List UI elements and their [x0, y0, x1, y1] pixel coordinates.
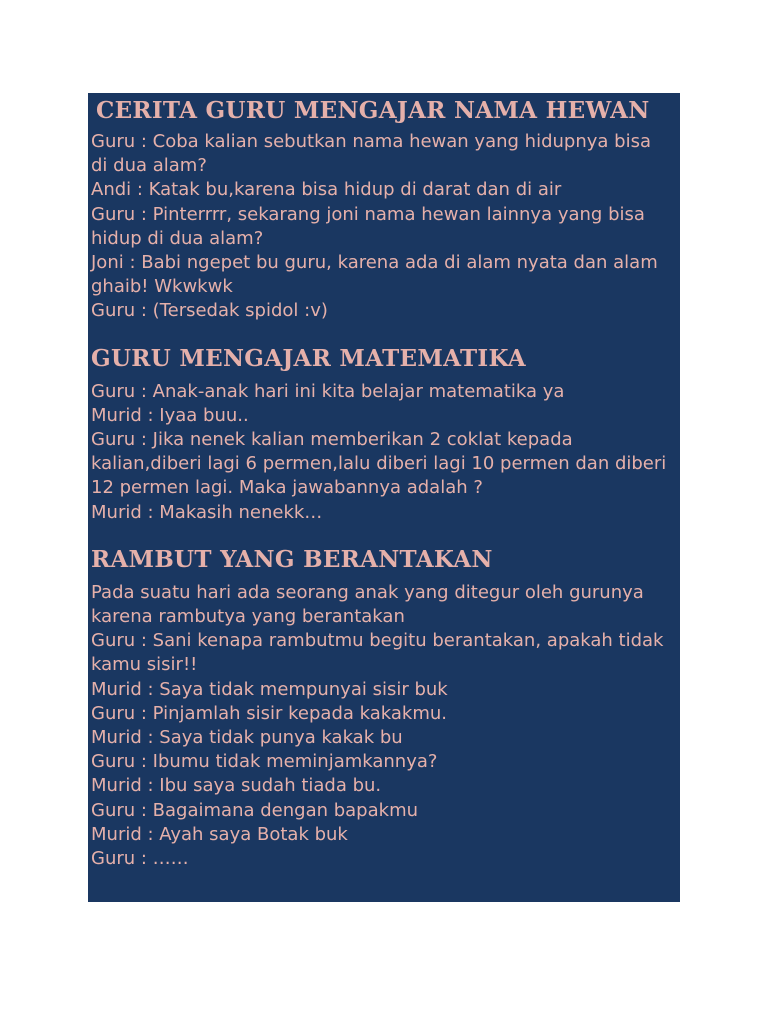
text-line: Guru : Anak-anak hari ini kita belajar matematika ya: [91, 380, 565, 402]
text-line: Guru : Sani kenapa rambutmu begitu berantakan, apakah tidak: [91, 630, 664, 652]
text-line: ghaib! Wkwkwk: [91, 276, 233, 298]
text-line: Guru : Pinjamlah sisir kepada kakakmu.: [91, 702, 448, 724]
text-line: Joni : Babi ngepet bu guru, karena ada di alam nyata dan alam: [91, 252, 658, 274]
jokes-panel: [88, 93, 680, 902]
text-line: Guru : Coba kalian sebutkan nama hewan yang hidupnya bisa: [91, 131, 651, 152]
text-line: di dua alam?: [91, 155, 207, 177]
text-line: Guru : Jika nenek kalian memberikan 2 coklat kepada: [91, 429, 573, 451]
section-title: CERITA GURU MENGAJAR NAMA HEWAN: [96, 97, 650, 124]
text-line: Murid : Makasih nenekk…: [91, 501, 323, 523]
text-line: 12 permen lagi. Maka jawabannya adalah ?: [91, 477, 483, 499]
section-title: GURU MENGAJAR MATEMATIKA: [91, 344, 526, 372]
text-line: Guru : Ibumu tidak meminjamkannya?: [91, 751, 438, 773]
text-line: kamu sisir!!: [91, 654, 198, 676]
text-line: Murid : Ibu saya sudah tiada bu.: [91, 775, 382, 797]
text-line: karena rambutya yang berantakan: [91, 606, 405, 628]
section-body: [91, 581, 676, 871]
text-line: Murid : Ayah saya Botak buk: [91, 823, 348, 845]
text-line: Pada suatu hari ada seorang anak yang ditegur oleh gurunya: [91, 581, 644, 603]
text-line: Murid : Saya tidak mempunyai sisir buk: [91, 678, 448, 700]
section-body: [91, 380, 676, 525]
text-line: hidup di dua alam?: [91, 227, 264, 249]
text-line: kalian,diberi lagi 6 permen,lalu diberi lagi 10 permen dan diberi: [91, 453, 667, 475]
text-line: Murid : Saya tidak punya kakak bu: [91, 727, 403, 749]
text-line: Guru : Bagaimana dengan bapakmu: [91, 799, 419, 821]
text-line: Andi : Katak bu,karena bisa hidup di darat dan di air: [91, 179, 562, 201]
text-line: Guru : ……: [91, 848, 189, 870]
text-line: Guru : (Tersedak spidol :v): [91, 300, 328, 322]
text-line: Murid : Iyaa buu..: [91, 404, 249, 426]
section-title: RAMBUT YANG BERANTAKAN: [91, 545, 493, 573]
section-body: [91, 130, 676, 324]
text-line: Guru : Pinterrrr, sekarang joni nama hewan lainnya yang bisa: [91, 203, 645, 225]
